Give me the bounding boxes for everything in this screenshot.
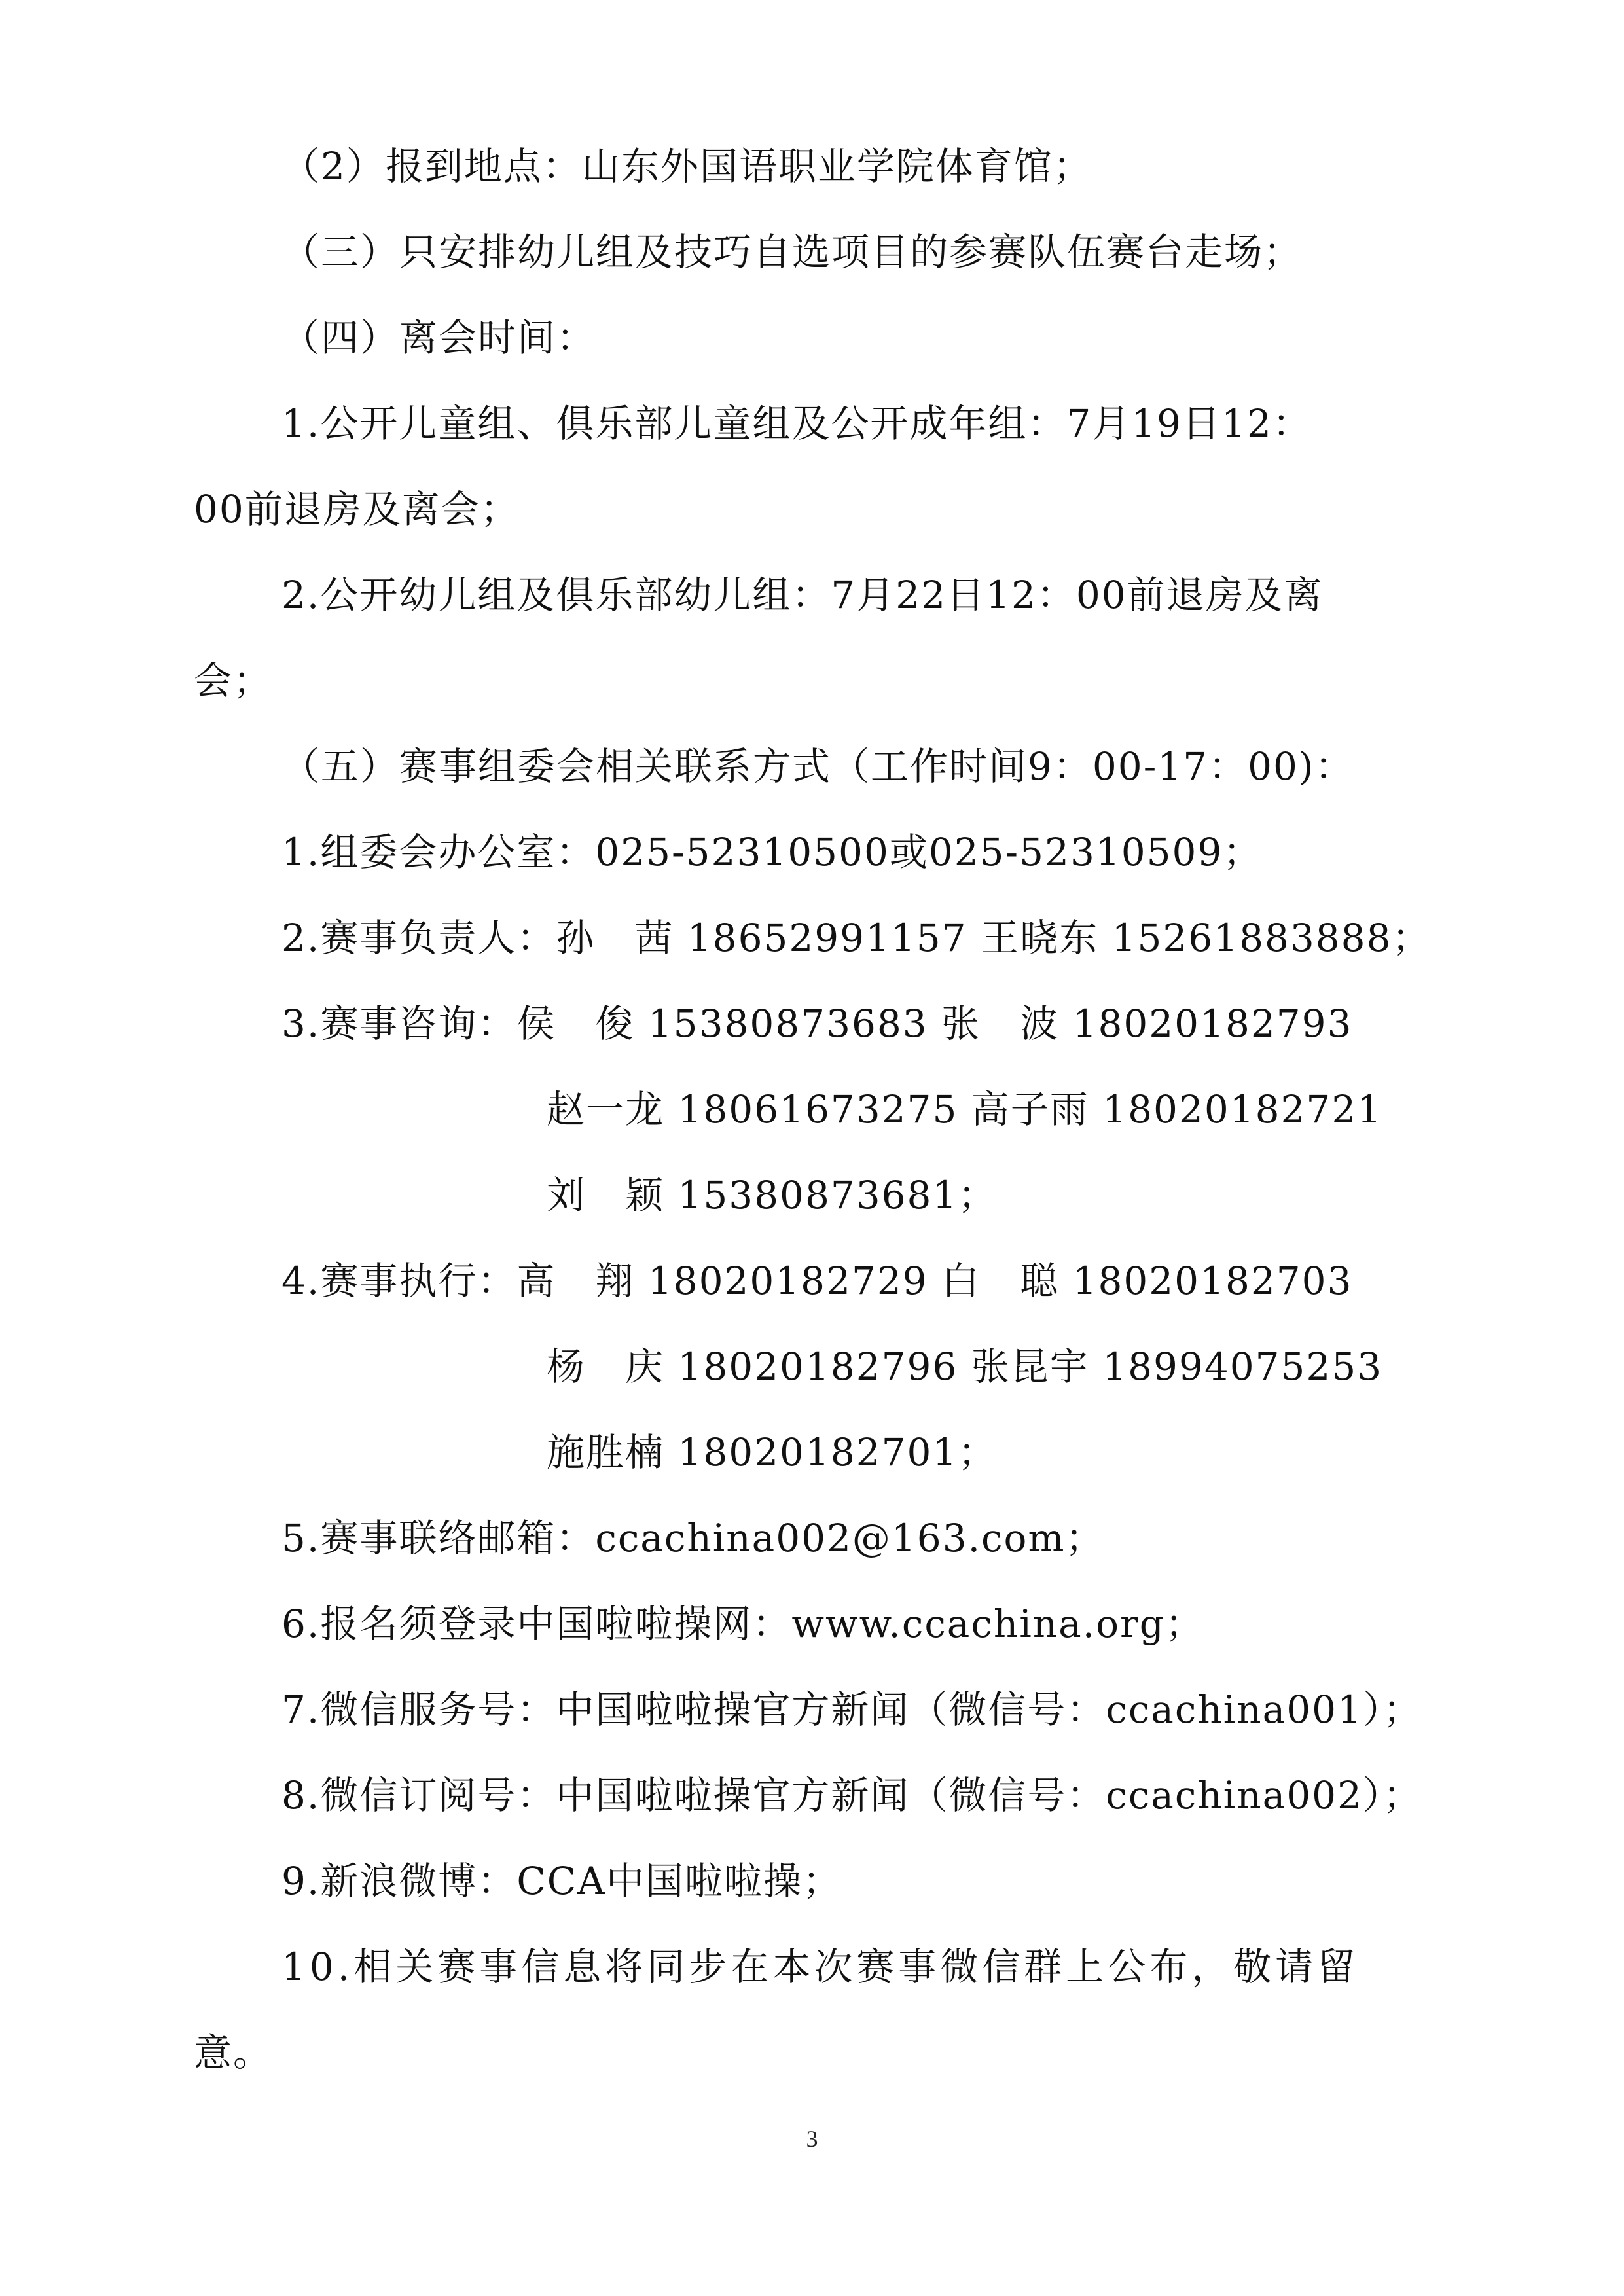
registration-website: 6.报名须登录中国啦啦操网：www.ccachina.org； — [281, 1602, 1204, 1646]
contact-consult-row-3: 刘 颖 15380873681； — [547, 1173, 998, 1217]
contact-consult-row-2: 赵一龙 18061673275 高子雨 18020182721 — [547, 1087, 1383, 1132]
wechat-group-notice-continued: 意。 — [194, 2030, 273, 2075]
departure-item-2: 2.公开幼儿组及俱乐部幼儿组：7月22日12：00前退房及离 — [281, 573, 1324, 617]
contact-leaders: 2.赛事负责人：孙 茜 18652991157 王晓东 15261883888； — [281, 916, 1432, 960]
contact-consult: 3.赛事咨询：侯 俊 15380873683 张 波 18020182793 — [281, 1001, 1353, 1046]
departure-time-heading: （四）离会时间： — [281, 315, 596, 360]
contact-email: 5.赛事联络邮箱：ccachina002@163.com； — [281, 1516, 1105, 1560]
wechat-subscription-account: 8.微信订阅号：中国啦啦操官方新闻（微信号：ccachina002）； — [281, 1773, 1422, 1818]
contact-execution: 4.赛事执行：高 翔 18020182729 白 聪 18020182703 — [281, 1259, 1353, 1303]
contact-heading: （五）赛事组委会相关联系方式（工作时间9：00-17：00)： — [281, 744, 1354, 789]
contact-execution-row-3: 施胜楠 18020182701； — [547, 1430, 998, 1475]
wechat-group-notice: 10.相关赛事信息将同步在本次赛事微信群上公布，敬请留 — [281, 1945, 1360, 1989]
stage-walkthrough-line: （三）只安排幼儿组及技巧自选项目的参赛队伍赛台走场； — [281, 230, 1303, 274]
sina-weibo: 9.新浪微博：CCA中国啦啦操； — [281, 1859, 842, 1903]
departure-item-1: 1.公开儿童组、俱乐部儿童组及公开成年组：7月19日12： — [281, 401, 1312, 446]
wechat-service-account: 7.微信服务号：中国啦啦操官方新闻（微信号：ccachina001）； — [281, 1687, 1422, 1732]
contact-office: 1.组委会办公室：025-52310500或025-52310509； — [281, 830, 1263, 874]
page-number: 3 — [806, 2126, 818, 2152]
departure-item-1-continued: 00前退房及离会； — [194, 487, 520, 531]
report-location-line: （2）报到地点：山东外国语职业学院体育馆； — [281, 144, 1092, 188]
contact-execution-row-2: 杨 庆 18020182796 张昆宇 18994075253 — [547, 1344, 1383, 1389]
departure-item-2-continued: 会； — [194, 658, 273, 703]
